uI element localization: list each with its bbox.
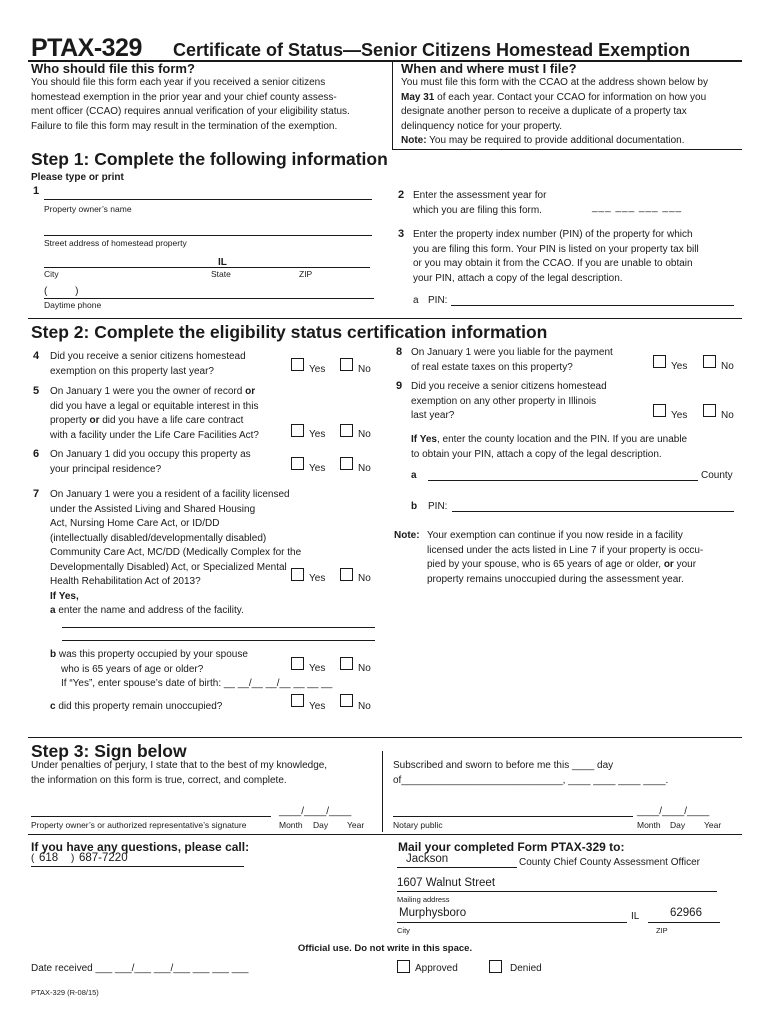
note-line: property remains unoccupied during the assessment year.	[427, 573, 684, 585]
county-name[interactable]: Jackson	[406, 853, 449, 865]
q7-no-checkbox[interactable]	[340, 568, 353, 581]
mail-state: IL	[631, 911, 640, 922]
who-line: Failure to file this form may result in the termination of the exemption.	[31, 120, 338, 132]
who-text	[31, 76, 350, 134]
line2-text-line: which you are filing this form.	[413, 204, 542, 216]
daytime-phone-field[interactable]	[44, 298, 374, 299]
note-label: Note:	[394, 530, 420, 541]
pin-field[interactable]	[451, 305, 734, 306]
step2-note	[427, 529, 703, 587]
q9-text	[411, 380, 607, 424]
denied-label: Denied	[510, 963, 542, 974]
line-number: 9	[396, 380, 403, 392]
q4-line: Did you receive a senior citizens homestead	[50, 351, 246, 362]
when-line: delinquency notice for your property.	[401, 120, 563, 132]
step2-rule	[28, 318, 742, 319]
q4-no-checkbox[interactable]	[340, 358, 353, 371]
mailing-address[interactable]: 1607 Walnut Street	[397, 877, 496, 889]
city-caption: City	[44, 269, 59, 279]
q9-no-checkbox[interactable]	[703, 404, 716, 417]
q9-if-line: to obtain your PIN, attach a copy of the legal description.	[411, 448, 662, 460]
step3-divider	[382, 751, 383, 832]
yes-label: Yes	[309, 364, 326, 375]
approved-checkbox[interactable]	[397, 960, 410, 973]
intro-bottom-rule	[392, 149, 742, 150]
q7b-line: was this property occupied by your spouse	[58, 649, 248, 660]
who-heading: Who should file this form?	[31, 61, 195, 76]
city-name[interactable]: Murphysboro	[399, 907, 467, 919]
q7c-text	[50, 700, 222, 715]
yes-label: Yes	[309, 573, 326, 584]
perjury-text	[31, 759, 327, 788]
facility-name-field[interactable]	[62, 627, 375, 628]
line3-text-line: Enter the property index number (PIN) of the property for which	[413, 229, 693, 240]
q9-line: exemption on any other property in Illinois	[411, 395, 597, 407]
phone-caption: Daytime phone	[44, 300, 102, 310]
zip-underline	[648, 922, 720, 923]
when-line-rest: of each year. Contact your CCAO for information on how you	[434, 91, 707, 103]
q9-line: last year?	[411, 410, 455, 421]
q7a-letter: a	[50, 605, 56, 616]
intro-divider	[392, 62, 393, 150]
q5-line: with a facility under the Life Care Facilities Act?	[50, 429, 259, 441]
when-note	[401, 134, 708, 149]
q5-text-part: did you have a life care contract	[99, 415, 244, 426]
area-code[interactable]: 618	[39, 852, 59, 864]
pin-label: PIN:	[428, 295, 448, 306]
no-label: No	[721, 361, 734, 372]
note-line: Your exemption can continue if you now reside in a facility	[427, 530, 683, 541]
form-code: PTAX-329	[31, 34, 142, 62]
q7-line: under the Assisted Living and Shared Housing	[50, 503, 256, 515]
no-label: No	[721, 410, 734, 421]
owner-name-caption: Property owner’s name	[44, 204, 132, 214]
q7b-yes-checkbox[interactable]	[291, 657, 304, 670]
line-number: 8	[396, 346, 403, 358]
form-title: Certificate of Status—Senior Citizens Homestead Exemption	[173, 40, 691, 60]
q5-or: or	[89, 415, 100, 426]
q7-line: (intellectually disabled/developmentally disabled)	[50, 532, 267, 544]
month-caption: Month	[637, 820, 661, 830]
notary-caption: Notary public	[393, 820, 443, 830]
state-caption: State	[211, 269, 231, 279]
q9b-pin-field[interactable]	[452, 511, 734, 512]
yes-label: Yes	[309, 429, 326, 440]
county-underline	[397, 867, 517, 868]
note-or: or	[663, 559, 674, 570]
zip-caption: ZIP	[656, 926, 668, 935]
q7b-line: who is 65 years of age or older?	[61, 663, 204, 675]
no-label: No	[358, 701, 371, 712]
note-line: licensed under the acts listed in Line 7 if your property is occu-	[427, 544, 704, 556]
q6-line: On January 1 did you occupy this property as	[50, 449, 251, 460]
yes-label: Yes	[309, 663, 326, 674]
note-text: your	[676, 559, 697, 570]
q6-no-checkbox[interactable]	[340, 457, 353, 470]
q7b-text	[50, 648, 332, 692]
deadline: May 31	[401, 91, 435, 103]
no-label: No	[358, 573, 371, 584]
q4-line: exemption on this property last year?	[50, 365, 214, 377]
step3-heading: Step 3: Sign below	[31, 741, 187, 761]
q8-text	[411, 346, 613, 375]
q7-line: Community Care Act, MC/DD (Medically Complex for the	[50, 547, 302, 558]
perjury-line: Under penalties of perjury, I state that to the best of my knowledge,	[31, 760, 328, 771]
q9-if-text: , enter the county location and the PIN. If you are unable	[436, 434, 688, 445]
contact-rule	[28, 834, 742, 835]
q7c-no-checkbox[interactable]	[340, 694, 353, 707]
q4-yes-checkbox[interactable]	[291, 358, 304, 371]
q7-yes-checkbox[interactable]	[291, 568, 304, 581]
when-line: You must file this form with the CCAO at the address shown below by	[401, 77, 708, 88]
line3-text	[413, 228, 699, 286]
line-number: 5	[33, 385, 40, 397]
line2-text	[413, 189, 546, 218]
q7c-line: did this property remain unoccupied?	[58, 701, 223, 712]
phone-underline	[31, 866, 244, 867]
q5-line	[50, 414, 259, 429]
when-text	[401, 76, 708, 149]
q7c-yes-checkbox[interactable]	[291, 694, 304, 707]
address-underline	[397, 891, 717, 892]
phone-number[interactable]: 687-7220	[79, 852, 128, 864]
q5-text-part: property	[50, 415, 90, 426]
mail-heading: Mail your completed Form PTAX-329 to:	[398, 840, 625, 854]
ccao-title: County Chief County Assessment Officer	[519, 857, 701, 868]
line-number: 4	[33, 350, 40, 362]
spouse-dob-field[interactable]: If “Yes”, enter spouse’s date of birth: __ __/__ __/__ __ __ __	[61, 678, 333, 689]
zip-caption: ZIP	[299, 269, 313, 279]
street-address-field[interactable]	[44, 235, 372, 236]
q7-line: On January 1 were you a resident of a facility licensed	[50, 489, 290, 500]
line-number: 6	[33, 448, 40, 460]
line-number: 7	[33, 488, 40, 500]
revision-code: PTAX-329 (R-08/15)	[31, 988, 99, 997]
q8-no-checkbox[interactable]	[703, 355, 716, 368]
q9-yes-checkbox[interactable]	[653, 404, 666, 417]
q9-line: Did you receive a senior citizens homestead	[411, 381, 607, 392]
perjury-line: the information on this form is true, correct, and complete.	[31, 774, 287, 786]
q8-line: of real estate taxes on this property?	[411, 361, 573, 373]
owner-name-field[interactable]	[44, 199, 372, 200]
q9-instructions	[411, 433, 687, 462]
line3-text-line: you are filing this form. Your PIN is listed on your property tax bill	[413, 243, 699, 255]
q7-line: Developmentally Disabled) Act, or Specialized Mental	[50, 561, 287, 573]
signature-caption: Property owner’s or authorized representative’s signature	[31, 820, 247, 830]
q7-line: Act, Nursing Home Care Act, or ID/DD	[50, 518, 220, 529]
pin-letter: a	[413, 295, 419, 306]
subscribed-line[interactable]: Subscribed and sworn to before me this ____ day	[393, 760, 614, 771]
city-caption: City	[397, 926, 410, 935]
q5-yes-checkbox[interactable]	[291, 424, 304, 437]
q7a-line	[50, 604, 301, 619]
step1-heading: Step 1: Complete the following information	[31, 149, 388, 169]
facility-address-field[interactable]	[62, 640, 375, 641]
city-underline	[397, 922, 627, 923]
state-value: IL	[218, 257, 227, 268]
q6-line: your principal residence?	[50, 463, 162, 475]
yes-label: Yes	[671, 361, 688, 372]
paren-open: (	[31, 853, 35, 864]
step2-heading: Step 2: Complete the eligibility status certification information	[31, 322, 548, 342]
yes-label: Yes	[309, 463, 326, 474]
line-number: 1	[33, 185, 40, 197]
month-caption: Month	[279, 820, 303, 830]
line-number: 3	[398, 228, 405, 240]
when-line: designate another person to receive a duplicate of a property tax	[401, 106, 687, 117]
q5-line: did you have a legal or equitable interest in this	[50, 400, 259, 412]
approved-label: Approved	[415, 963, 458, 974]
city-state-zip-field[interactable]	[44, 267, 370, 268]
note-text: You may be required to provide additional documentation.	[426, 135, 685, 146]
line-number: 2	[398, 189, 405, 201]
assessment-year-field[interactable]: ___ ___ ___ ___	[592, 202, 683, 213]
q4-text	[50, 350, 246, 379]
q6-yes-checkbox[interactable]	[291, 457, 304, 470]
year-caption: Year	[704, 820, 722, 830]
notary-field[interactable]	[393, 816, 633, 817]
q9b-pin-label: PIN:	[428, 501, 448, 512]
step3-rule	[28, 737, 742, 738]
note-text: pied by your spouse, who is 65 years of age or older,	[427, 559, 664, 570]
type-or-print: Please type or print	[31, 172, 124, 183]
no-label: No	[358, 429, 371, 440]
county-field[interactable]	[428, 480, 698, 481]
q9b-letter: b	[411, 501, 418, 512]
paren-close: )	[71, 853, 75, 864]
q7a-text: enter the name and address of the facility.	[55, 605, 244, 616]
signature-field[interactable]	[31, 816, 271, 817]
day-caption: Day	[670, 820, 686, 830]
notary-date-field[interactable]: ____/____/____	[637, 806, 710, 817]
q7-text	[50, 488, 301, 619]
no-label: No	[358, 663, 371, 674]
note-label: Note:	[401, 135, 427, 146]
who-line: homestead exemption in the prior year and your chief county assess-	[31, 91, 337, 103]
q8-line: On January 1 were you liable for the payment	[411, 347, 613, 358]
date-received[interactable]: Date received ___ ___/___ ___/___ ___ ___ ___	[31, 963, 249, 974]
subscribed-text	[393, 759, 668, 788]
subscribed-line[interactable]: of_____________________________, ____ ____ ____ ____.	[393, 774, 669, 786]
day-caption: Day	[313, 820, 329, 830]
year-caption: Year	[347, 820, 365, 830]
q5-text-part: On January 1 were you the owner of record	[50, 386, 246, 397]
if-yes-label: If Yes,	[50, 590, 79, 602]
line3-text-line: your PIN, attach a copy of the legal description.	[413, 272, 623, 284]
q8-yes-checkbox[interactable]	[653, 355, 666, 368]
denied-checkbox[interactable]	[489, 960, 502, 973]
q9a-letter: a	[411, 470, 417, 481]
line2-text-line: Enter the assessment year for	[413, 190, 547, 201]
phone-paren: ( )	[44, 286, 79, 297]
q6-text	[50, 448, 251, 477]
q5-no-checkbox[interactable]	[340, 424, 353, 437]
q5-or: or	[245, 386, 256, 397]
questions-heading: If you have any questions, please call:	[31, 840, 250, 854]
when-line	[401, 91, 708, 106]
yes-label: Yes	[671, 410, 688, 421]
q7b-no-checkbox[interactable]	[340, 657, 353, 670]
mailing-address-caption: Mailing address	[397, 895, 450, 904]
signature-date-field[interactable]: ____/____/____	[279, 806, 352, 817]
official-use-heading: Official use. Do not write in this space.	[297, 943, 473, 954]
when-heading: When and where must I file?	[401, 61, 577, 76]
q5-text	[50, 385, 259, 443]
who-line: You should file this form each year if you received a senior citizens	[31, 77, 326, 88]
no-label: No	[358, 364, 371, 375]
note-line	[427, 558, 703, 573]
q5-line	[50, 385, 259, 400]
q9-if-yes: If Yes	[411, 434, 437, 445]
q7c-letter: c	[50, 701, 56, 712]
county-label: County	[701, 470, 733, 481]
no-label: No	[358, 463, 371, 474]
line3-text-line: or you may obtain it from the CCAO. If you are unable to obtain	[413, 258, 693, 269]
q7-line: Health Rehabilitation Act of 2013?	[50, 576, 201, 587]
who-line: ment officer (CCAO) requires annual verification of your eligibility status.	[31, 106, 350, 117]
yes-label: Yes	[309, 701, 326, 712]
q7b-letter: b	[50, 649, 57, 660]
mail-zip[interactable]: 62966	[670, 907, 702, 919]
street-address-caption: Street address of homestead property	[44, 238, 187, 248]
